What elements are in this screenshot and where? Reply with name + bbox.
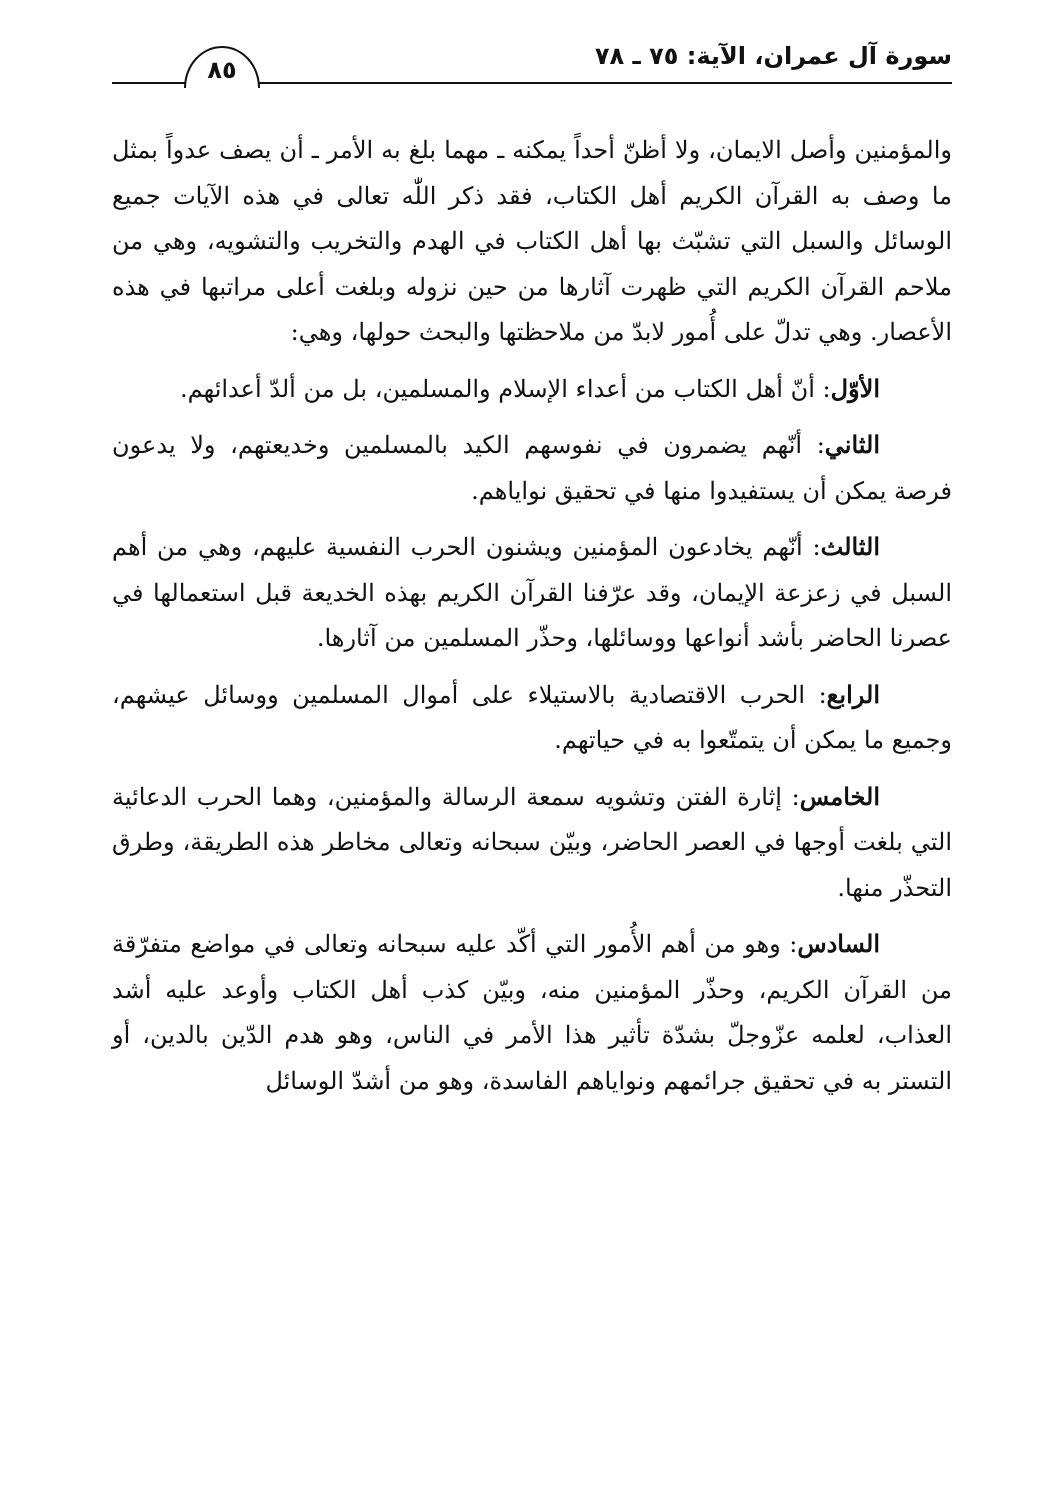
point-text: : وهو من أهم الأُمور التي أكّد عليه سبحانه وتعالى في مواضع متفرّقة من القرآن الكريم، وحذّر المؤمنين منه، وبيّن كذب أهل الكتاب وأوعد عليه أشد العذاب، لعلمه عزّوجلّ بشدّة تأثير هذا الأمر في الناس، وهو هدم الدّين بالدين، أو التستر به في تحقيق جرائمهم ونواياهم الفاسدة، وهو من أشدّ الوسائل (112, 930, 952, 1095)
point-text: : أنّ أهل الكتاب من أعداء الإسلام والمسلمين، بل من ألدّ أعدائهم. (180, 374, 831, 403)
point-2 (112, 422, 952, 514)
point-label: الرابع (826, 679, 880, 709)
running-title: سورة آل عمران، الآية: ٧٥ ـ ٧٨ (594, 42, 952, 70)
point-label: الخامس (799, 781, 880, 811)
point-label: الثالث (820, 532, 880, 561)
point-text: : أنّهم يخادعون المؤمنين ويشنون الحرب النفسية عليهم، وهي من أهم السبل في زعزعة الإيمان، وقد عرّفنا القرآن الكريم بهذه الخديعة قبل استعمالها في عصرنا الحاضر بأشد أنواعها ووسائلها، وحذّر المسلمين من آثارها. (112, 533, 952, 652)
point-1 (112, 366, 952, 413)
point-label: الثاني (824, 430, 880, 459)
point-5 (112, 774, 952, 912)
page-header (112, 38, 952, 88)
point-text: : إثارة الفتن وتشويه سمعة الرسالة والمؤمنين، وهما الحرب الدعائية التي بلغت أوجها في العصر الحاضر، وبيّن سبحانه وتعالى مخاطر هذه الطريقة، وطرق التحذّر منها. (112, 782, 952, 902)
point-text: : أنّهم يضمرون في نفوسهم الكيد بالمسلمين وخديعتهم، ولا يدعون فرصة يمكن أن يستفيدوا منها في تحقيق نواياهم. (112, 431, 952, 505)
body-text (112, 128, 952, 1114)
intro-paragraph: والمؤمنين وأصل الايمان، ولا أظنّ أحداً يمكنه ـ مهما بلغ به الأمر ـ أن يصف عدواً بمثل ما وصف به القرآن الكريم أهل الكتاب، فقد ذكر اللّٰه تعالى في هذه الآيات جميع الوسائل والسبل التي تشبّث بها أهل الكتاب في الهدم والتخريب والتشويه، وهي من ملاحم القرآن الكريم التي ظهرت آثارها من حين نزوله وبلغت أعلى مراتبها في هذه الأعصار. وهي تدلّ على أُمور لابدّ من ملاحظتها والبحث حولها، وهي: (112, 136, 952, 346)
point-3 (112, 524, 952, 662)
page-number: ٨٥ (184, 46, 260, 88)
point-6 (112, 921, 952, 1104)
point-4 (112, 672, 952, 764)
point-label: السادس (797, 929, 880, 958)
point-text: : الحرب الاقتصادية بالاستيلاء على أموال المسلمين ووسائل عيشهم، وجميع ما يمكن أن يتمتّعوا به في حياتهم. (112, 680, 952, 754)
point-label: الأوّل (830, 373, 880, 403)
